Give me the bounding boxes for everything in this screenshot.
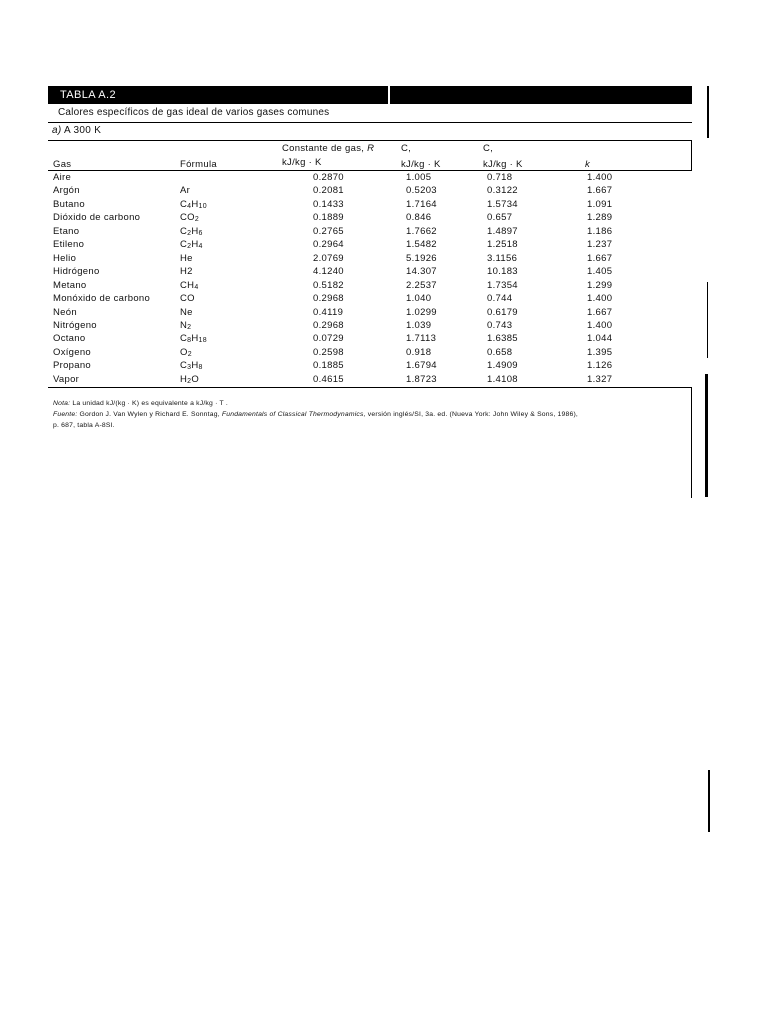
gas-name: Monóxido de carbono xyxy=(53,293,151,305)
header-right-border xyxy=(691,140,692,170)
gas-formula: Ar xyxy=(180,185,191,197)
gas-constant-r: 0.2081 xyxy=(313,185,344,197)
gas-formula: $C_2H_4$ xyxy=(180,239,203,251)
gas-constant-r: 0.1433 xyxy=(313,198,344,210)
table-row xyxy=(0,374,768,388)
header-cp-symbol: C, xyxy=(401,143,412,154)
header-cp-unit: kJ/kg · K xyxy=(401,159,441,170)
source-line: Fuente: Gordon J. Van Wylen y Richard E. Sonntag, Fundamentals of Classical Thermodynamics, versión inglés/SI, 3a. ed. (Nueva York: John Wiley & Sons, 1986), xyxy=(53,411,579,418)
specific-heat-ratio-k: 1.186 xyxy=(587,225,613,237)
specific-heat-cv: 0.744 xyxy=(487,293,513,305)
gas-name: Octano xyxy=(53,333,86,345)
section-label: a) xyxy=(52,125,62,136)
table-row xyxy=(0,239,768,253)
specific-heat-cv: 1.6385 xyxy=(487,333,518,345)
gas-constant-r: 0.2968 xyxy=(313,293,344,305)
gas-formula: H2 xyxy=(180,266,193,278)
table-row xyxy=(0,333,768,347)
gas-constant-r: 0.2598 xyxy=(313,346,344,358)
header-gas: Gas xyxy=(53,159,72,170)
gas-formula: $C_2H_6$ xyxy=(180,225,203,237)
table-row xyxy=(0,253,768,267)
specific-heat-ratio-k: 1.091 xyxy=(587,198,613,210)
scan-mark xyxy=(705,374,708,497)
specific-heat-ratio-k: 1.400 xyxy=(587,172,613,183)
specific-heat-cv: 0.743 xyxy=(487,319,513,331)
specific-heat-cp: 1.7662 xyxy=(406,225,437,237)
specific-heat-cv: 10.183 xyxy=(487,266,518,278)
table-title: TABLA A.2 xyxy=(60,89,116,101)
gas-formula: $C_8H_{18}$ xyxy=(180,333,207,345)
gas-constant-r: 0.2964 xyxy=(313,239,344,251)
specific-heat-ratio-k: 1.400 xyxy=(587,319,613,331)
gas-constant-r: 2.0769 xyxy=(313,252,344,264)
specific-heat-cv: 0.3122 xyxy=(487,185,518,197)
specific-heat-cp: 1.5482 xyxy=(406,239,437,251)
gas-name: Helio xyxy=(53,252,77,264)
gas-formula: He xyxy=(180,252,193,264)
section-heading xyxy=(52,125,101,136)
gas-formula: $C_3H_8$ xyxy=(180,360,203,372)
specific-heat-ratio-k: 1.400 xyxy=(587,293,613,305)
gas-constant-r: 0.5182 xyxy=(313,279,344,291)
specific-heat-cv: 0.718 xyxy=(487,172,513,183)
gas-name: Etano xyxy=(53,225,80,237)
specific-heat-ratio-k: 1.667 xyxy=(587,185,613,197)
specific-heat-ratio-k: 1.395 xyxy=(587,346,613,358)
scan-mark xyxy=(707,282,708,358)
specific-heat-cp: 1.040 xyxy=(406,293,432,305)
gas-name: Nitrógeno xyxy=(53,319,97,331)
gas-formula: Ne xyxy=(180,306,193,318)
gas-formula: $O_2$ xyxy=(180,346,192,358)
gas-constant-r: 0.1889 xyxy=(313,212,344,224)
gas-constant-r: 0.2968 xyxy=(313,319,344,331)
scan-mark xyxy=(707,86,709,138)
header-formula: Fórmula xyxy=(180,159,217,170)
specific-heat-cv: 1.4108 xyxy=(487,373,518,385)
table-row xyxy=(0,360,768,374)
gas-name: Oxígeno xyxy=(53,346,92,358)
table-row xyxy=(0,280,768,294)
table-row xyxy=(0,293,768,307)
title-bar-gap xyxy=(388,86,390,104)
gas-formula: $CO_2$ xyxy=(180,212,200,224)
specific-heat-cp: 1.039 xyxy=(406,319,432,331)
gas-name: Neón xyxy=(53,306,77,318)
specific-heat-ratio-k: 1.405 xyxy=(587,266,613,278)
gas-name: Vapor xyxy=(53,373,80,385)
gas-constant-r: 0.4119 xyxy=(313,306,344,318)
specific-heat-cv: 1.7354 xyxy=(487,279,518,291)
gas-name: Aire xyxy=(53,172,72,183)
table-bottom-rule xyxy=(48,387,692,388)
specific-heat-ratio-k: 1.237 xyxy=(587,239,613,251)
specific-heat-cp: 1.0299 xyxy=(406,306,437,318)
specific-heat-cp: 1.8723 xyxy=(406,373,437,385)
note-line: Nota: La unidad kJ/(kg · K) es equivalente a kJ/kg · T . xyxy=(53,400,228,407)
specific-heat-cv: 1.4909 xyxy=(487,360,518,372)
gas-name: Propano xyxy=(53,360,92,372)
specific-heat-cp: 1.7113 xyxy=(406,333,437,345)
table-subtitle: Calores específicos de gas ideal de varios gases comunes xyxy=(58,107,330,118)
specific-heat-ratio-k: 1.044 xyxy=(587,333,613,345)
specific-heat-cv: 1.2518 xyxy=(487,239,518,251)
section-text: A 300 K xyxy=(64,125,102,136)
subtitle-rule xyxy=(48,122,692,123)
gas-name: Argón xyxy=(53,185,80,197)
gas-name: Butano xyxy=(53,198,85,210)
header-cv-symbol: C, xyxy=(483,143,494,154)
specific-heat-cv: 0.657 xyxy=(487,212,513,224)
table-row xyxy=(0,212,768,226)
gas-name: Etileno xyxy=(53,239,85,251)
source-line-2: p. 687, tabla A-8SI. xyxy=(53,422,115,429)
specific-heat-cv: 0.658 xyxy=(487,346,513,358)
header-top-rule xyxy=(48,140,692,141)
table-row xyxy=(0,347,768,361)
specific-heat-cp: 0.846 xyxy=(406,212,432,224)
header-r-unit: kJ/kg · K xyxy=(282,157,322,168)
specific-heat-cv: 0.6179 xyxy=(487,306,518,318)
table-notes xyxy=(53,398,578,431)
table-row xyxy=(0,199,768,213)
table-row xyxy=(0,320,768,334)
gas-formula: $N_2$ xyxy=(180,319,192,331)
specific-heat-cp: 1.7164 xyxy=(406,198,437,210)
gas-name: Metano xyxy=(53,279,87,291)
header-cv-unit: kJ/kg · K xyxy=(483,159,523,170)
table-row xyxy=(0,226,768,240)
gas-formula: CO xyxy=(180,293,195,305)
specific-heat-cp: 14.307 xyxy=(406,266,437,278)
table-row xyxy=(0,307,768,321)
specific-heat-cp: 0.918 xyxy=(406,346,432,358)
gas-name: Dióxido de carbono xyxy=(53,212,141,224)
gas-formula: $C_4H_{10}$ xyxy=(180,198,207,210)
gas-constant-r: 0.0729 xyxy=(313,333,344,345)
specific-heat-cp: 1.6794 xyxy=(406,360,437,372)
specific-heat-cv: 1.4897 xyxy=(487,225,518,237)
specific-heat-cv: 3.1156 xyxy=(487,252,518,264)
specific-heat-ratio-k: 1.667 xyxy=(587,306,613,318)
gas-constant-r: 0.2870 xyxy=(313,172,344,183)
table-title-bar xyxy=(48,86,692,104)
specific-heat-cp: 1.005 xyxy=(406,172,432,183)
header-k: k xyxy=(585,159,591,170)
specific-heat-cv: 1.5734 xyxy=(487,198,518,210)
gas-formula: $H_2O$ xyxy=(180,373,200,385)
gas-constant-r: 0.4615 xyxy=(313,373,344,385)
specific-heat-ratio-k: 1.289 xyxy=(587,212,613,224)
header-r-symbol: R xyxy=(367,143,375,154)
specific-heat-cp: 0.5203 xyxy=(406,185,437,197)
specific-heat-ratio-k: 1.299 xyxy=(587,279,613,291)
table-row xyxy=(0,266,768,280)
scan-mark xyxy=(691,388,692,498)
gas-constant-r: 0.2765 xyxy=(313,225,344,237)
gas-constant-r: 4.1240 xyxy=(313,266,344,278)
header-r-label: Constante de gas, R xyxy=(282,143,375,154)
specific-heat-ratio-k: 1.667 xyxy=(587,252,613,264)
gas-name: Hidrógeno xyxy=(53,266,100,278)
table-row xyxy=(0,185,768,199)
scan-mark xyxy=(708,770,710,832)
gas-formula: $CH_4$ xyxy=(180,279,199,291)
table-row xyxy=(0,172,768,186)
header-bottom-rule xyxy=(48,170,692,171)
gas-constant-r: 0.1885 xyxy=(313,360,344,372)
specific-heat-ratio-k: 1.126 xyxy=(587,360,613,372)
specific-heat-ratio-k: 1.327 xyxy=(587,373,613,385)
specific-heat-cp: 2.2537 xyxy=(406,279,437,291)
specific-heat-cp: 5.1926 xyxy=(406,252,437,264)
